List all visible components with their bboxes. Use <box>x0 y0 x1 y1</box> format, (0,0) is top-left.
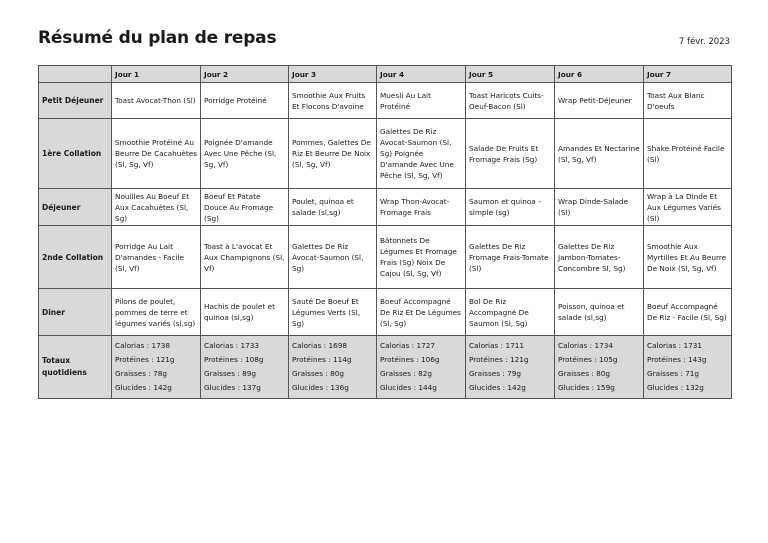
meal-cell: Boeuf Accompagné De Riz Et De Légumes (Sl, Sg) <box>377 289 466 336</box>
proteins-value: Protéines : 105g <box>558 355 618 364</box>
meal-cell: Amandes Et Nectarine (Sl, Sg, Vf) <box>555 119 644 189</box>
meal-cell: Wrap Petit-Déjeuner <box>555 83 644 119</box>
proteins-value: Protéines : 121g <box>115 355 175 364</box>
column-header-day-5: Jour 5 <box>466 66 555 83</box>
calories-value: Calorias : 1727 <box>380 341 436 350</box>
row-label: Diner <box>39 289 112 336</box>
totals-cell <box>201 336 289 399</box>
table-row <box>39 83 732 119</box>
fats-value: Graisses : 80g <box>292 369 345 378</box>
meal-cell: Bol De Riz Accompagné De Saumon (Sl, Sg) <box>466 289 555 336</box>
meal-cell: Sauté De Boeuf Et Légumes Verts (Sl, Sg) <box>289 289 377 336</box>
totals-cell <box>555 336 644 399</box>
meal-cell: Poignée D'amande Avec Une Pêche (Sl, Sg, Vf) <box>201 119 289 189</box>
totals-cell <box>377 336 466 399</box>
carbs-value: Glucides : 159g <box>558 383 615 392</box>
meal-cell: Galettes De Riz Avocat-Saumon (Sl, Sg) <box>289 226 377 289</box>
meal-cell: Wrap à La Dinde Et Aux Légumes Variés (Sl) <box>644 189 732 226</box>
proteins-value: Protéines : 106g <box>380 355 440 364</box>
meal-cell: Poulet, quinoa et salade (sl,sg) <box>289 189 377 226</box>
meal-cell: Nouilles Au Boeuf Et Aux Cacahuètes (Sl, Sg) <box>112 189 201 226</box>
column-header-day-6: Jour 6 <box>555 66 644 83</box>
carbs-value: Glucides : 144g <box>380 383 437 392</box>
meal-cell: Galettes De Riz Fromage Frais-Tomate (Sl) <box>466 226 555 289</box>
proteins-value: Protéines : 121g <box>469 355 529 364</box>
proteins-value: Protéines : 114g <box>292 355 352 364</box>
carbs-value: Glucides : 142g <box>115 383 172 392</box>
calories-value: Calorias : 1738 <box>115 341 171 350</box>
proteins-value: Protéines : 143g <box>647 355 707 364</box>
totals-row <box>39 336 732 399</box>
column-header-day-7: Jour 7 <box>644 66 732 83</box>
fats-value: Graisses : 82g <box>380 369 433 378</box>
column-header-day-2: Jour 2 <box>201 66 289 83</box>
meal-cell: Salade De Fruits Et Fromage Frais (Sg) <box>466 119 555 189</box>
meal-cell: Wrap Dinde-Salade (Sl) <box>555 189 644 226</box>
meal-cell: Saumon et quinoa - simple (sg) <box>466 189 555 226</box>
table-row <box>39 189 732 226</box>
totals-cell <box>289 336 377 399</box>
meal-cell: Hachis de poulet et quinoa (sl,sg) <box>201 289 289 336</box>
fats-value: Graisses : 80g <box>558 369 611 378</box>
carbs-value: Glucides : 137g <box>204 383 261 392</box>
meal-cell: Bâtonnets De Légumes Et Fromage Frais (Sg) Noix De Cajou (Sl, Sg, Vf) <box>377 226 466 289</box>
column-header-day-4: Jour 4 <box>377 66 466 83</box>
fats-value: Graisses : 71g <box>647 369 700 378</box>
table-row <box>39 119 732 189</box>
carbs-value: Glucides : 136g <box>292 383 349 392</box>
calories-value: Calorias : 1711 <box>469 341 525 350</box>
meal-cell: Smoothie Aux Fruits Et Flocons D'avoine <box>289 83 377 119</box>
row-label: Déjeuner <box>39 189 112 226</box>
fats-value: Graisses : 78g <box>115 369 168 378</box>
totals-cell <box>466 336 555 399</box>
meal-cell: Boeuf Accompagné De Riz - Facile (Sl, Sg) <box>644 289 732 336</box>
meal-cell: Porridge Au Lait D'amandes - Facile (Sl, Vf) <box>112 226 201 289</box>
table-row <box>39 226 732 289</box>
meal-cell: Galettes De Riz Avocat-Saumon (Sl, Sg) Poignée D'amande Avec Une Pêche (Sl, Sg, Vf) <box>377 119 466 189</box>
meal-cell: Smoothie Aux Myrtilles Et Au Beurre De Noix (Sl, Sg, Vf) <box>644 226 732 289</box>
fats-value: Graisses : 89g <box>204 369 257 378</box>
totals-cell <box>112 336 201 399</box>
meal-cell: Pommes, Galettes De Riz Et Beurre De Noix (Sl, Sg, Vf) <box>289 119 377 189</box>
calories-value: Calorias : 1734 <box>558 341 614 350</box>
totals-label: Totaux quotidiens <box>39 336 112 399</box>
proteins-value: Protéines : 108g <box>204 355 264 364</box>
meal-cell: Porridge Protéiné <box>201 83 289 119</box>
row-label: 1ère Collation <box>39 119 112 189</box>
fats-value: Graisses : 79g <box>469 369 522 378</box>
meal-cell: Wrap Thon-Avocat-Fromage Frais <box>377 189 466 226</box>
corner-cell <box>39 66 112 83</box>
table-row <box>39 289 732 336</box>
totals-cell <box>644 336 732 399</box>
meal-cell: Toast à L'avocat Et Aux Champignons (Sl, Vf) <box>201 226 289 289</box>
calories-value: Calorias : 1698 <box>292 341 348 350</box>
meal-cell: Muesli Au Lait Protéiné <box>377 83 466 119</box>
meal-cell: Toast Haricots Cuits-Oeuf-Bacon (Sl) <box>466 83 555 119</box>
carbs-value: Glucides : 132g <box>647 383 704 392</box>
meal-cell: Galettes De Riz Jambon-Tomates-Concombre Sl, Sg) <box>555 226 644 289</box>
column-header-day-3: Jour 3 <box>289 66 377 83</box>
meal-cell: Shake Protéiné Facile (Sl) <box>644 119 732 189</box>
row-label: 2nde Collation <box>39 226 112 289</box>
meal-cell: Smoothie Protéiné Au Beurre De Cacahuètes (Sl, Sg, Vf) <box>112 119 201 189</box>
column-header-day-1: Jour 1 <box>112 66 201 83</box>
meal-cell: Poisson, quinoa et salade (sl,sg) <box>555 289 644 336</box>
carbs-value: Glucides : 142g <box>469 383 526 392</box>
calories-value: Calorias : 1733 <box>204 341 260 350</box>
page-date: 7 févr. 2023 <box>678 37 730 47</box>
meal-cell: Toast Avocat-Thon (Sl) <box>112 83 201 119</box>
meal-plan-table <box>38 65 732 399</box>
meal-cell: Pilons de poulet, pommes de terre et légumes variés (sl,sg) <box>112 289 201 336</box>
page-title: Résumé du plan de repas <box>38 28 277 48</box>
meal-cell: Toast Aux Blanc D'oeufs <box>644 83 732 119</box>
calories-value: Calorias : 1731 <box>647 341 703 350</box>
meal-cell: Boeuf Et Patate Douce Au Fromage (Sg) <box>201 189 289 226</box>
row-label: Petit Déjeuner <box>39 83 112 119</box>
header-row <box>39 66 732 83</box>
